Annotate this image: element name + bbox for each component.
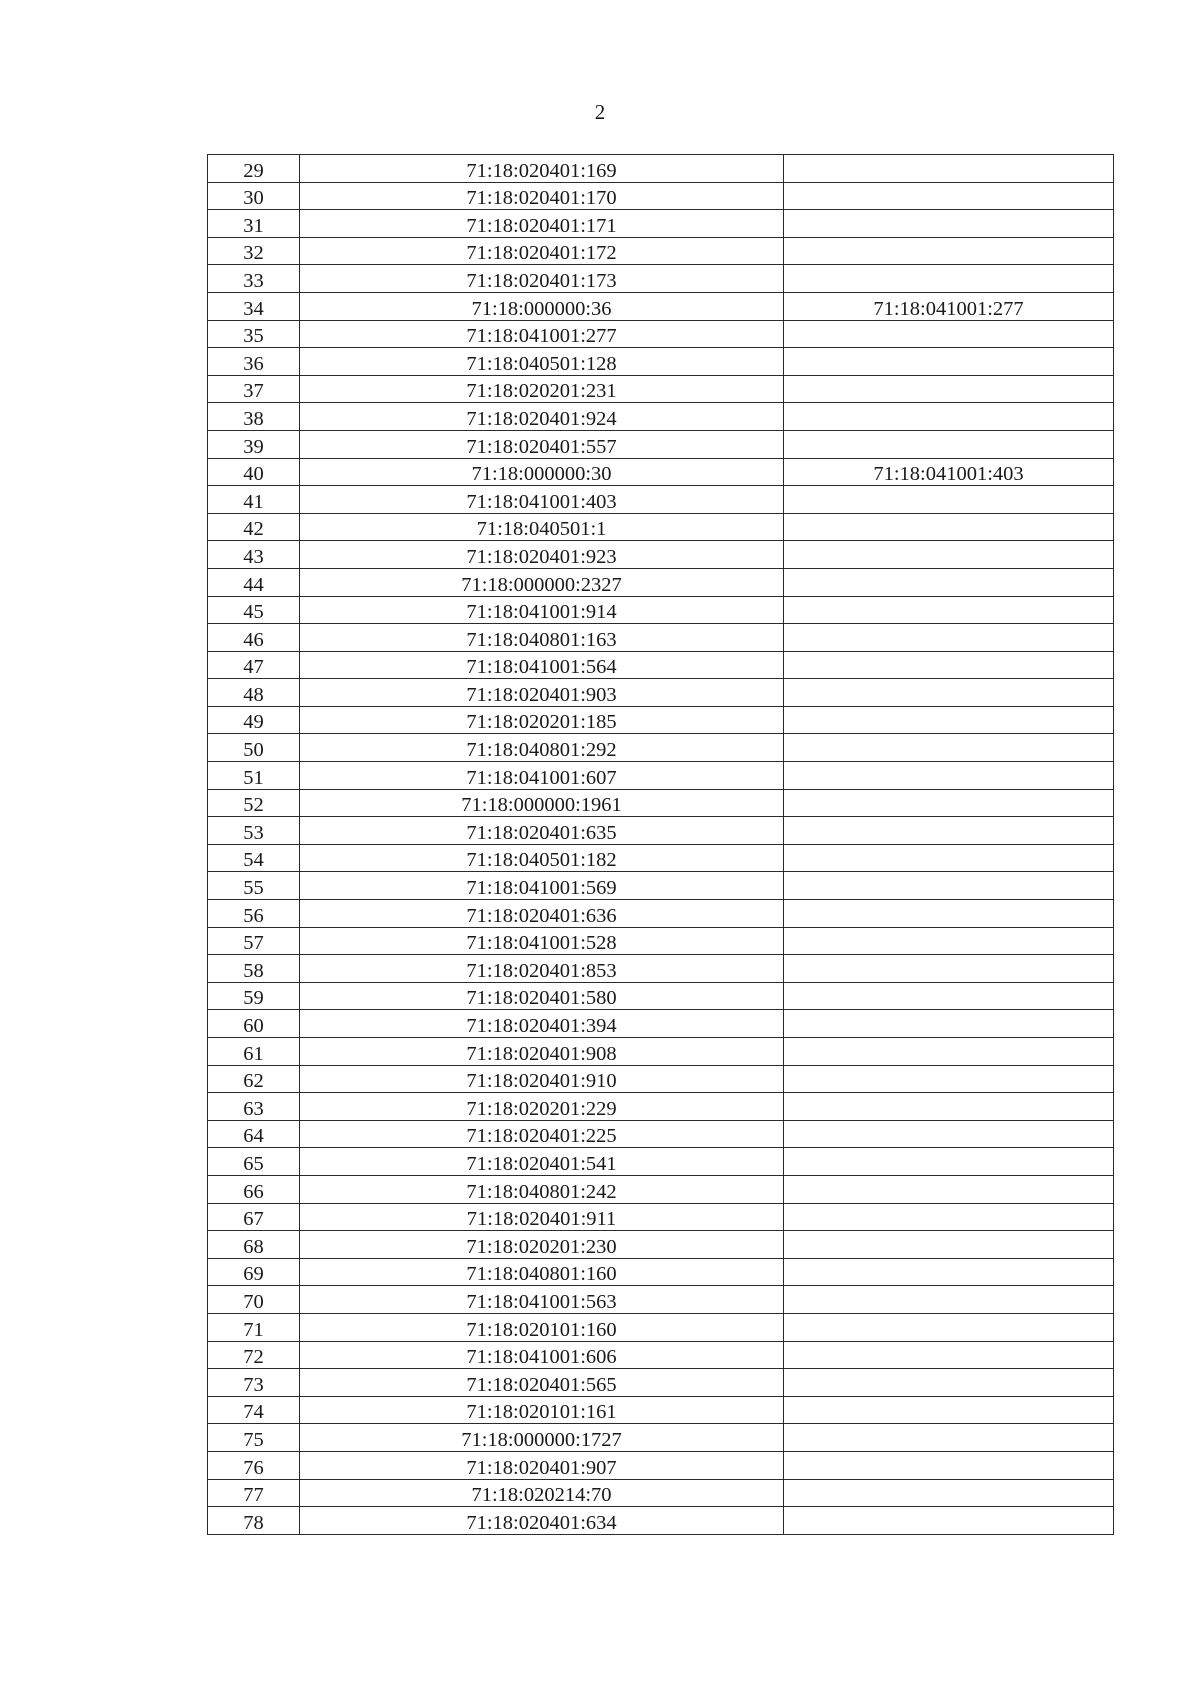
table-row — [208, 458, 1114, 486]
row-number-cell: 68 — [208, 1231, 300, 1259]
related-number-cell — [784, 375, 1114, 403]
related-number-cell — [784, 1369, 1114, 1397]
table-row — [208, 513, 1114, 541]
row-number-cell: 61 — [208, 1038, 300, 1066]
row-number-cell: 65 — [208, 1148, 300, 1176]
cadastral-number-cell: 71:18:020401:907 — [300, 1451, 784, 1479]
row-number-cell: 67 — [208, 1203, 300, 1231]
cadastral-number-cell: 71:18:040501:182 — [300, 844, 784, 872]
cadastral-number-cell: 71:18:020401:169 — [300, 155, 784, 183]
related-number-cell — [784, 1313, 1114, 1341]
row-number-cell: 59 — [208, 982, 300, 1010]
related-number-cell — [784, 265, 1114, 293]
cadastral-number-cell: 71:18:040501:128 — [300, 348, 784, 376]
cadastral-number-cell: 71:18:040801:242 — [300, 1175, 784, 1203]
row-number-cell: 34 — [208, 292, 300, 320]
table-row — [208, 265, 1114, 293]
cadastral-number-cell: 71:18:020201:231 — [300, 375, 784, 403]
table-row — [208, 624, 1114, 652]
row-number-cell: 48 — [208, 679, 300, 707]
table-row — [208, 1424, 1114, 1452]
related-number-cell — [784, 237, 1114, 265]
row-number-cell: 74 — [208, 1396, 300, 1424]
cadastral-number-cell: 71:18:020401:634 — [300, 1507, 784, 1535]
cadastral-number-cell: 71:18:020401:636 — [300, 900, 784, 928]
cadastral-number-cell: 71:18:020401:394 — [300, 1010, 784, 1038]
related-number-cell — [784, 734, 1114, 762]
row-number-cell: 35 — [208, 320, 300, 348]
cadastral-number-cell: 71:18:041001:914 — [300, 596, 784, 624]
related-number-cell — [784, 955, 1114, 983]
table-row — [208, 1286, 1114, 1314]
cadastral-number-cell: 71:18:020101:161 — [300, 1396, 784, 1424]
related-number-cell — [784, 430, 1114, 458]
related-number-cell — [784, 513, 1114, 541]
table-row — [208, 679, 1114, 707]
row-number-cell: 75 — [208, 1424, 300, 1452]
table-row — [208, 1313, 1114, 1341]
related-number-cell — [784, 320, 1114, 348]
related-number-cell — [784, 1148, 1114, 1176]
row-number-cell: 30 — [208, 182, 300, 210]
related-number-cell — [784, 210, 1114, 238]
related-number-cell — [784, 679, 1114, 707]
row-number-cell: 71 — [208, 1313, 300, 1341]
table-row — [208, 1175, 1114, 1203]
cadastral-number-cell: 71:18:041001:569 — [300, 872, 784, 900]
cadastral-number-cell: 71:18:040801:292 — [300, 734, 784, 762]
related-number-cell — [784, 844, 1114, 872]
table-row — [208, 651, 1114, 679]
table-row — [208, 1038, 1114, 1066]
row-number-cell: 64 — [208, 1120, 300, 1148]
table-row — [208, 982, 1114, 1010]
related-number-cell — [784, 706, 1114, 734]
table-row — [208, 1258, 1114, 1286]
table-row — [208, 430, 1114, 458]
table-row — [208, 1148, 1114, 1176]
table-row — [208, 182, 1114, 210]
cadastral-number-cell: 71:18:041001:564 — [300, 651, 784, 679]
related-number-cell — [784, 1175, 1114, 1203]
related-number-cell — [784, 1120, 1114, 1148]
table-row — [208, 1341, 1114, 1369]
row-number-cell: 66 — [208, 1175, 300, 1203]
cadastral-number-cell: 71:18:020401:225 — [300, 1120, 784, 1148]
row-number-cell: 42 — [208, 513, 300, 541]
cadastral-numbers-table — [207, 154, 1114, 1535]
cadastral-number-cell: 71:18:020401:635 — [300, 817, 784, 845]
related-number-cell — [784, 1038, 1114, 1066]
related-number-cell — [784, 789, 1114, 817]
cadastral-number-cell: 71:18:020401:541 — [300, 1148, 784, 1176]
table-row — [208, 1369, 1114, 1397]
cadastral-number-cell: 71:18:020401:172 — [300, 237, 784, 265]
row-number-cell: 33 — [208, 265, 300, 293]
table-row — [208, 844, 1114, 872]
row-number-cell: 63 — [208, 1093, 300, 1121]
related-number-cell — [784, 155, 1114, 183]
row-number-cell: 36 — [208, 348, 300, 376]
table-row — [208, 541, 1114, 569]
row-number-cell: 73 — [208, 1369, 300, 1397]
related-number-cell — [784, 1479, 1114, 1507]
cadastral-number-cell: 71:18:041001:606 — [300, 1341, 784, 1369]
table-row — [208, 486, 1114, 514]
cadastral-number-cell: 71:18:020401:173 — [300, 265, 784, 293]
cadastral-number-cell: 71:18:020201:229 — [300, 1093, 784, 1121]
related-number-cell — [784, 1286, 1114, 1314]
related-number-cell — [784, 1093, 1114, 1121]
row-number-cell: 78 — [208, 1507, 300, 1535]
table-row — [208, 348, 1114, 376]
row-number-cell: 55 — [208, 872, 300, 900]
table-row — [208, 872, 1114, 900]
cadastral-number-cell: 71:18:000000:1961 — [300, 789, 784, 817]
cadastral-number-cell: 71:18:040801:163 — [300, 624, 784, 652]
table-row — [208, 292, 1114, 320]
related-number-cell — [784, 1010, 1114, 1038]
table-row — [208, 1451, 1114, 1479]
cadastral-number-cell: 71:18:000000:1727 — [300, 1424, 784, 1452]
related-number-cell — [784, 1451, 1114, 1479]
cadastral-number-cell: 71:18:041001:403 — [300, 486, 784, 514]
cadastral-number-cell: 71:18:020401:924 — [300, 403, 784, 431]
related-number-cell — [784, 182, 1114, 210]
table-row — [208, 155, 1114, 183]
related-number-cell: 71:18:041001:277 — [784, 292, 1114, 320]
cadastral-number-cell: 71:18:020401:903 — [300, 679, 784, 707]
cadastral-number-cell: 71:18:040501:1 — [300, 513, 784, 541]
related-number-cell — [784, 486, 1114, 514]
row-number-cell: 38 — [208, 403, 300, 431]
related-number-cell — [784, 624, 1114, 652]
related-number-cell — [784, 651, 1114, 679]
row-number-cell: 39 — [208, 430, 300, 458]
related-number-cell — [784, 403, 1114, 431]
cadastral-number-cell: 71:18:020401:911 — [300, 1203, 784, 1231]
cadastral-number-cell: 71:18:020401:910 — [300, 1065, 784, 1093]
cadastral-number-cell: 71:18:000000:2327 — [300, 568, 784, 596]
cadastral-number-cell: 71:18:020101:160 — [300, 1313, 784, 1341]
related-number-cell — [784, 541, 1114, 569]
cadastral-number-cell: 71:18:020401:171 — [300, 210, 784, 238]
cadastral-number-cell: 71:18:020201:185 — [300, 706, 784, 734]
related-number-cell — [784, 1396, 1114, 1424]
table-row — [208, 734, 1114, 762]
cadastral-number-cell: 71:18:020401:170 — [300, 182, 784, 210]
row-number-cell: 70 — [208, 1286, 300, 1314]
table-row — [208, 375, 1114, 403]
related-number-cell — [784, 568, 1114, 596]
related-number-cell — [784, 872, 1114, 900]
table-row — [208, 1093, 1114, 1121]
table-row — [208, 955, 1114, 983]
table-row — [208, 210, 1114, 238]
row-number-cell: 77 — [208, 1479, 300, 1507]
row-number-cell: 45 — [208, 596, 300, 624]
row-number-cell: 50 — [208, 734, 300, 762]
table-row — [208, 1203, 1114, 1231]
related-number-cell — [784, 762, 1114, 790]
table-row — [208, 237, 1114, 265]
table-row — [208, 900, 1114, 928]
cadastral-number-cell: 71:18:041001:277 — [300, 320, 784, 348]
row-number-cell: 46 — [208, 624, 300, 652]
row-number-cell: 69 — [208, 1258, 300, 1286]
cadastral-number-cell: 71:18:041001:528 — [300, 927, 784, 955]
table-row — [208, 320, 1114, 348]
cadastral-number-cell: 71:18:020401:565 — [300, 1369, 784, 1397]
related-number-cell — [784, 1231, 1114, 1259]
table-row — [208, 927, 1114, 955]
cadastral-number-cell: 71:18:020401:580 — [300, 982, 784, 1010]
row-number-cell: 72 — [208, 1341, 300, 1369]
cadastral-number-cell: 71:18:020214:70 — [300, 1479, 784, 1507]
row-number-cell: 43 — [208, 541, 300, 569]
row-number-cell: 60 — [208, 1010, 300, 1038]
related-number-cell — [784, 817, 1114, 845]
cadastral-number-cell: 71:18:020401:923 — [300, 541, 784, 569]
row-number-cell: 41 — [208, 486, 300, 514]
table-body — [208, 155, 1114, 1535]
table-row — [208, 1507, 1114, 1535]
row-number-cell: 57 — [208, 927, 300, 955]
related-number-cell — [784, 1341, 1114, 1369]
related-number-cell — [784, 1258, 1114, 1286]
row-number-cell: 56 — [208, 900, 300, 928]
related-number-cell — [784, 348, 1114, 376]
related-number-cell — [784, 1065, 1114, 1093]
related-number-cell — [784, 900, 1114, 928]
related-number-cell — [784, 1203, 1114, 1231]
row-number-cell: 44 — [208, 568, 300, 596]
cadastral-number-cell: 71:18:020401:557 — [300, 430, 784, 458]
table-row — [208, 762, 1114, 790]
related-number-cell — [784, 1424, 1114, 1452]
related-number-cell — [784, 596, 1114, 624]
table-row — [208, 1231, 1114, 1259]
related-number-cell — [784, 1507, 1114, 1535]
table-row — [208, 817, 1114, 845]
row-number-cell: 76 — [208, 1451, 300, 1479]
row-number-cell: 62 — [208, 1065, 300, 1093]
row-number-cell: 37 — [208, 375, 300, 403]
row-number-cell: 40 — [208, 458, 300, 486]
cadastral-number-cell: 71:18:000000:36 — [300, 292, 784, 320]
cadastral-number-cell: 71:18:041001:563 — [300, 1286, 784, 1314]
cadastral-number-cell: 71:18:020401:853 — [300, 955, 784, 983]
table-row — [208, 1479, 1114, 1507]
row-number-cell: 52 — [208, 789, 300, 817]
table-row — [208, 706, 1114, 734]
row-number-cell: 51 — [208, 762, 300, 790]
table-row — [208, 568, 1114, 596]
cadastral-number-cell: 71:18:040801:160 — [300, 1258, 784, 1286]
table-row — [208, 1120, 1114, 1148]
table-row — [208, 789, 1114, 817]
table-row — [208, 1010, 1114, 1038]
table-row — [208, 596, 1114, 624]
related-number-cell — [784, 982, 1114, 1010]
row-number-cell: 53 — [208, 817, 300, 845]
row-number-cell: 58 — [208, 955, 300, 983]
related-number-cell — [784, 927, 1114, 955]
row-number-cell: 54 — [208, 844, 300, 872]
cadastral-number-cell: 71:18:020201:230 — [300, 1231, 784, 1259]
row-number-cell: 32 — [208, 237, 300, 265]
cadastral-number-cell: 71:18:020401:908 — [300, 1038, 784, 1066]
row-number-cell: 29 — [208, 155, 300, 183]
related-number-cell: 71:18:041001:403 — [784, 458, 1114, 486]
row-number-cell: 47 — [208, 651, 300, 679]
page-number: 2 — [594, 100, 606, 124]
row-number-cell: 31 — [208, 210, 300, 238]
table-row — [208, 1065, 1114, 1093]
table-row — [208, 403, 1114, 431]
cadastral-number-cell: 71:18:041001:607 — [300, 762, 784, 790]
table-row — [208, 1396, 1114, 1424]
cadastral-number-cell: 71:18:000000:30 — [300, 458, 784, 486]
row-number-cell: 49 — [208, 706, 300, 734]
